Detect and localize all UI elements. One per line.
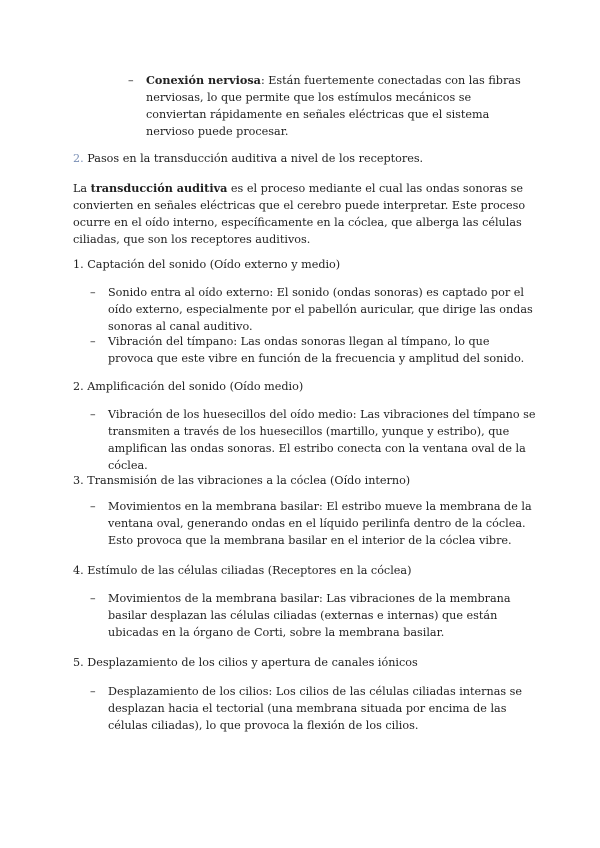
list-item: Movimientos en la membrana basilar: El estribo mueve la membrana de la ventana oval, generando ondas en el líquido perilinfa dentro de la cóclea. Esto provoca que la membrana basilar en el interior de la cóclea vibre. bbox=[108, 500, 532, 547]
step-title: 2. Amplificación del sonido (Oído medio) bbox=[73, 380, 304, 393]
bold-term: transducción auditiva bbox=[90, 181, 228, 195]
list-item: Vibración de los huesecillos del oído medio: Las vibraciones del tímpano se transmiten a través de los huesecillos (martillo, yunque y estribo), que amplifican las ondas sonoras. El estribo conecta con la ventana oval de la cóclea. bbox=[108, 408, 536, 472]
list-item: Sonido entra al oído externo: El sonido (ondas sonoras) es captado por el oído externo, especialmente por el pabellón auricular, que dirige las ondas sonoras al canal auditivo. bbox=[108, 286, 533, 333]
list-item: Vibración del tímpano: Las ondas sonoras llegan al tímpano, lo que provoca que este vibre en función de la frecuencia y amplitud del sonido. bbox=[108, 335, 525, 365]
list-bullet: – bbox=[90, 335, 96, 348]
list-bullet: – bbox=[128, 74, 134, 87]
bold-term: Conexión nerviosa bbox=[146, 73, 261, 87]
step-title: 3. Transmisión de las vibraciones a la cóclea (Oído interno) bbox=[73, 474, 411, 487]
definition-prefix: La bbox=[73, 182, 91, 195]
definition-paragraph bbox=[73, 180, 533, 248]
step-title: 1. Captación del sonido (Oído externo y medio) bbox=[73, 258, 341, 271]
list-bullet: – bbox=[90, 592, 96, 605]
list-bullet: – bbox=[90, 685, 96, 698]
step-title: 5. Desplazamiento de los cilios y apertura de canales iónicos bbox=[73, 656, 418, 669]
list-bullet: – bbox=[90, 500, 96, 513]
heading-number: 2. bbox=[73, 152, 84, 165]
list-item bbox=[146, 72, 526, 140]
list-bullet: – bbox=[90, 286, 96, 299]
definition-text: es el proceso mediante el cual las ondas sonoras se convierten en señales eléctricas que el cerebro puede interpretar. Este proceso ocurre en el oído interno, específicamente en la cóclea, que alberga las células ciliadas, que son los receptores auditivos. bbox=[73, 182, 526, 246]
list-bullet: – bbox=[90, 408, 96, 421]
step-title: 4. Estímulo de las células ciliadas (Receptores en la cóclea) bbox=[73, 564, 412, 577]
section-heading bbox=[73, 150, 533, 167]
list-item: Movimientos de la membrana basilar: Las vibraciones de la membrana basilar desplazan las células ciliadas (externas e internas) que están ubicadas en la órgano de Corti, sobre la membrana basilar. bbox=[108, 592, 511, 639]
heading-text: Pasos en la transducción auditiva a nivel de los receptores. bbox=[83, 152, 424, 165]
list-item-text: : Están fuertemente conectadas con las fibras nerviosas, lo que permite que los estímulos mecánicos se conviertan rápidamente en señales eléctricas que el sistema nervioso puede procesar. bbox=[146, 74, 521, 138]
list-item: Desplazamiento de los cilios: Los cilios de las células ciliadas internas se desplazan hacia el tectorial (una membrana situada por encima de las células ciliadas), lo que provoca la flexión de los cilios. bbox=[108, 685, 523, 732]
